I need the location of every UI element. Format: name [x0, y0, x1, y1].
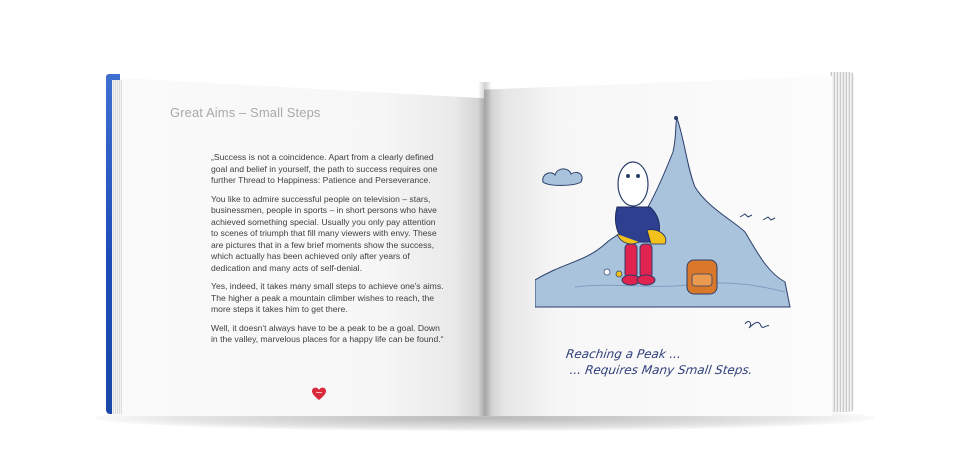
page-header: Great Aims – Small Steps — [170, 105, 321, 120]
paragraph: Yes, indeed, it takes many small steps to achieve one's aims. The higher a peak a mountain climber wishes to reach, the more steps it takes him to get there. — [211, 281, 444, 314]
heart-icon — [311, 386, 327, 402]
paragraph: You like to admire successful people on television – stars, businessmen, people in sports – in short persons who have achieved something special. Usually you only pay attention to scenes of triumph that fill many viewers with envy. These are pictures that in a few brief moments show the success, which actually has been achieved only after years of dedication and many acts of self-denial. — [211, 193, 437, 273]
right-page-stack — [830, 72, 854, 412]
mountain-climber-illustration — [535, 112, 795, 337]
caption-line-1: Reaching a Peak ... — [565, 347, 683, 361]
body-text — [211, 152, 444, 353]
paragraph: „Success is not a coincidence. Apart from a clearly defined goal and belief in yourself, the path to success requires one further Thread to Happiness: Patience and Perseverance. — [211, 152, 438, 185]
book-gutter — [478, 82, 492, 416]
illustration-caption — [563, 346, 767, 378]
backpack-icon — [687, 260, 717, 294]
cloud-icon — [543, 169, 582, 186]
bird-icon — [740, 214, 752, 217]
caption-line-2: ... Requires Many Small Steps. — [568, 363, 754, 377]
bird-icon — [763, 217, 775, 220]
signature — [745, 321, 769, 328]
paragraph: Well, it doesn't always have to be a peak to be a goal. Down in the valley, marvelous places for a happy life can be found.“ — [211, 322, 444, 344]
flower-icon — [604, 269, 610, 275]
flower-icon — [616, 271, 622, 277]
